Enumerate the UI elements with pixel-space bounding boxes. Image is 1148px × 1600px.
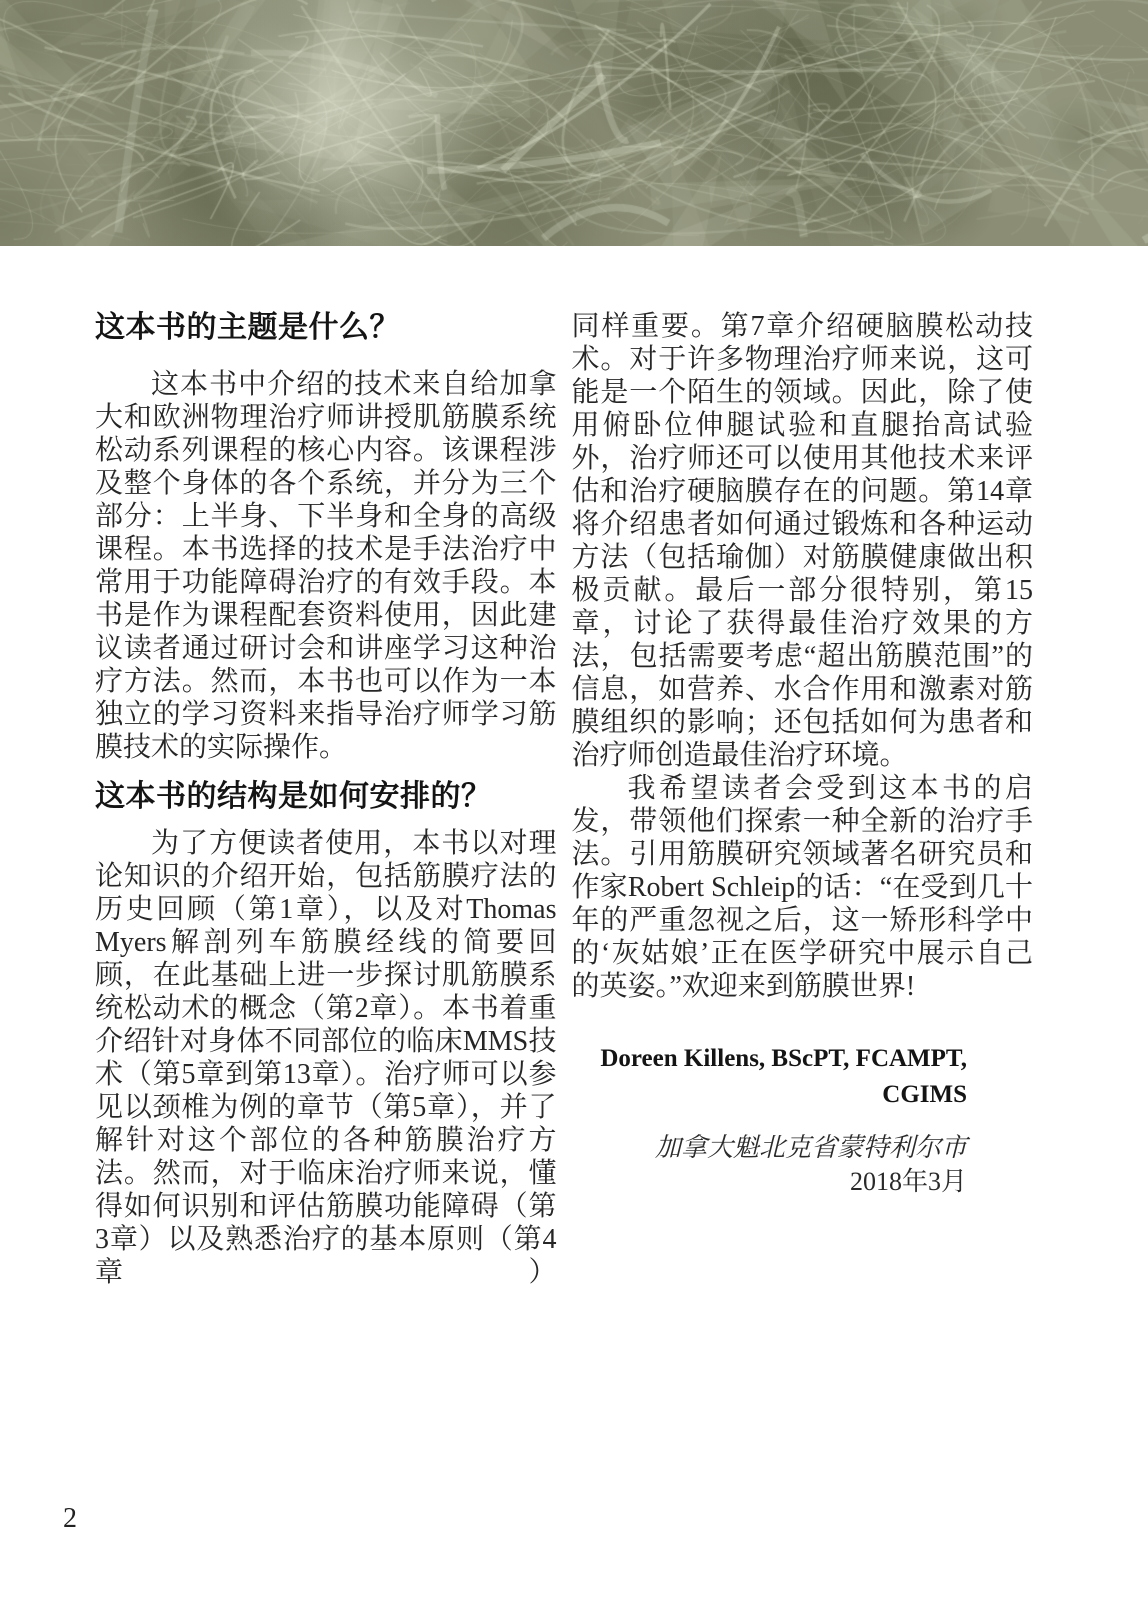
author-location: 加拿大魁北克省蒙特利尔市 [654,1133,967,1162]
publication-date: 2018年3月 [849,1167,967,1196]
page-number: 2 [63,1503,77,1534]
signature-block [572,1041,1034,1199]
paragraph-structure: 为了方便读者使用，本书以对理论知识的介绍开始，包括筋膜疗法的历史回顾（第1章），以及对Thomas Myers解剖列车筋膜经线的简要回顾，在此基础上进一步探讨肌筋膜系统松动术的概念（第2章）。本书着重介绍针对身体不同部位的临床MMS技术（第5章到第13章）。治疗师可以参见以颈椎为例的章节（第5章），并了解针对这个部位的各种筋膜治疗方法。然而，对于临床治疗师来说，懂得如何识别和评估筋膜功能障碍（第3章）以及熟悉治疗的基本原则（第4章） [95,828,557,1288]
left-column [95,310,557,1289]
paragraph-topic: 这本书中介绍的技术来自给加拿大和欧洲物理治疗师讲授肌筋膜系统松动系列课程的核心内容。该课程涉及整个身体的各个系统，并分为三个部分：上半身、下半身和全身的高级课程。本书选择的技术是手法治疗中常用于功能障碍治疗的有效手段。本书是作为课程配套资料使用，因此建议读者通过研讨会和讲座学习这种治疗方法。然而，本书也可以作为一本独立的学习资料来指导治疗师学习筋膜技术的实际操作。 [95,369,557,763]
section-heading-topic: 这本书的主题是什么？ [95,311,400,344]
paragraph-closing: 我希望读者会受到这本书的启发，带领他们探索一种全新的治疗手法。引用筋膜研究领域著名研究员和作家Robert Schleip的话：“在受到几十年的严重忽视之后，这一矫形科学中的‘灰姑娘’正在医学研究中展示自己的英姿。”欢迎来到筋膜世界! [571,773,1033,1002]
author-name-line1: Doreen Killens, BScPT, FCAMPT, [600,1045,967,1072]
author-name-line2: CGIMS [882,1081,967,1108]
section-heading-structure: 这本书的结构是如何安排的？ [95,780,492,813]
header-texture-image [0,0,1148,246]
paragraph-continuation: 同样重要。第7章介绍硬脑膜松动技术。对于许多物理治疗师来说，这可能是一个陌生的领域。因此，除了使用俯卧位伸腿试验和直腿抬高试验外，治疗师还可以使用其他技术来评估和治疗硬脑膜存在的问题。第14章将介绍患者如何通过锻炼和各种运动方法（包括瑜伽）对筋膜健康做出积极贡献。最后一部分很特别，第15章，讨论了获得最佳治疗效果的方法，包括需要考虑“超出筋膜范围”的信息，如营养、水合作用和激素对筋膜组织的影响；还包括如何为患者和治疗师创造最佳治疗环境。 [571,311,1033,771]
content-columns [0,246,1148,1289]
right-column [572,310,1034,1289]
author-name [572,1041,968,1113]
